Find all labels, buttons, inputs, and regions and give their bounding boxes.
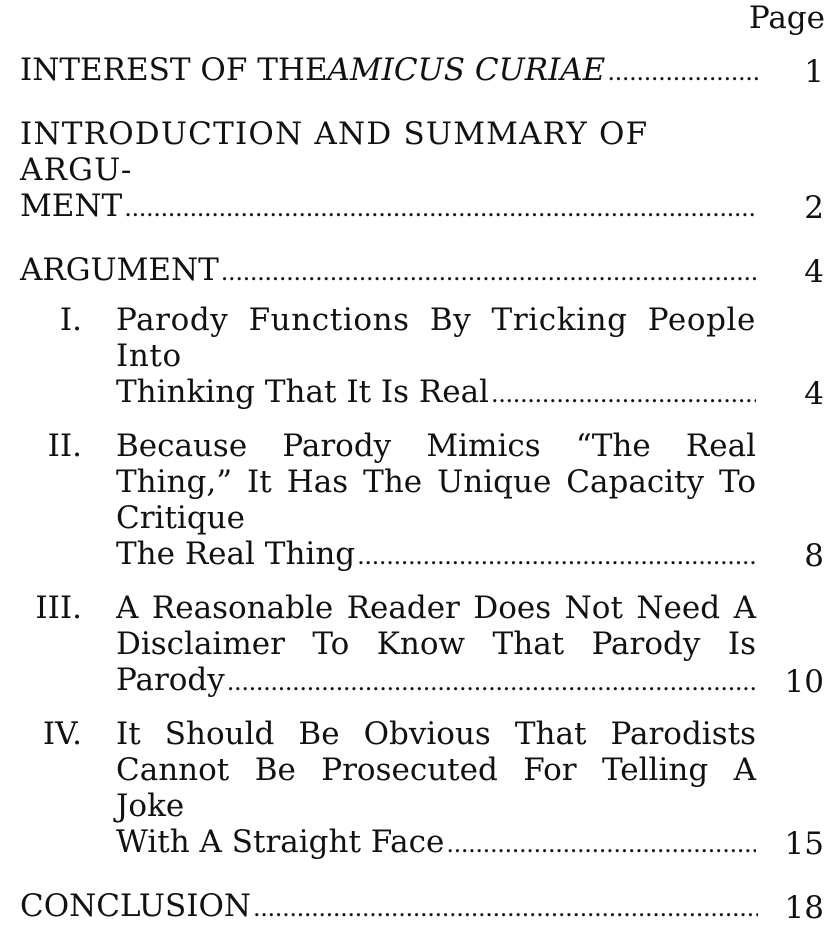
dot-leader [491,374,756,412]
dot-leader [227,662,756,700]
page-number: 10 [784,664,824,700]
toc-entry-introduction[interactable]: INTRODUCTION AND SUMMARY OF ARGU- MENT . . . 2 [20,116,824,226]
toc-entry-argument[interactable] [20,252,824,290]
dot-leader [221,252,758,290]
page-number: 15 [784,826,824,862]
page-number: 8 [804,538,824,574]
toc-entry-section-3[interactable]: III. A Reasonable Reader Does Not Need A Disclaimer To Know That Parody Is Parody . . . 10 [20,590,824,700]
toc-entry-section-2[interactable]: II. Because Parody Mimics “The Real Thing,” It Has The Unique Capacity To Critique The Real Thing . . . 8 [20,428,824,574]
toc-entry-section-1[interactable]: I. Parody Functions By Tricking People Into Thinking That It Is Real . . . 4 [20,302,824,412]
page-number: 18 [784,890,824,926]
dot-leader [607,52,758,90]
toc-entry-title: CONCLUSION [20,888,252,924]
dot-leader [357,536,756,574]
section-number: III. [35,590,82,626]
table-of-contents [20,52,824,926]
dot-leader [253,888,758,926]
toc-entry-section-4[interactable]: IV. It Should Be Obvious That Parodists Cannot Be Prosecuted For Telling A Joke With A Straight Face . . . 15 [20,716,824,862]
italic-term: AMICUS CURIAE [327,52,606,88]
page-number: 4 [804,254,824,290]
section-number: II. [47,428,82,464]
dot-leader [124,188,758,226]
toc-entry-title: ARGUMENT [20,252,219,288]
toc-entry-interest[interactable] [20,52,824,90]
page-column-label: Page [748,0,825,36]
section-number: IV. [42,716,82,752]
toc-entry-title: It Should Be Obvious That Parodists Cannot Be Prosecuted For Telling A Joke [116,716,756,824]
toc-entry-title: INTRODUCTION AND SUMMARY OF ARGU- [20,116,649,188]
toc-entry-conclusion[interactable] [20,888,824,926]
toc-entry-title: Because Parody Mimics “The Real Thing,” It Has The Unique Capacity To Critique [116,428,756,536]
toc-entry-title: A Reasonable Reader Does Not Need A Disclaimer To Know That Parody Is [116,590,756,662]
page-number: 4 [804,376,824,412]
section-number: I. [59,302,82,338]
dot-leader [446,824,756,862]
page-number: 1 [804,54,824,90]
toc-entry-title: INTEREST OF THE AMICUS CURIAE . . . [20,52,758,90]
page-number: 2 [804,190,824,226]
toc-entry-title: Parody Functions By Tricking People Into [116,302,756,374]
